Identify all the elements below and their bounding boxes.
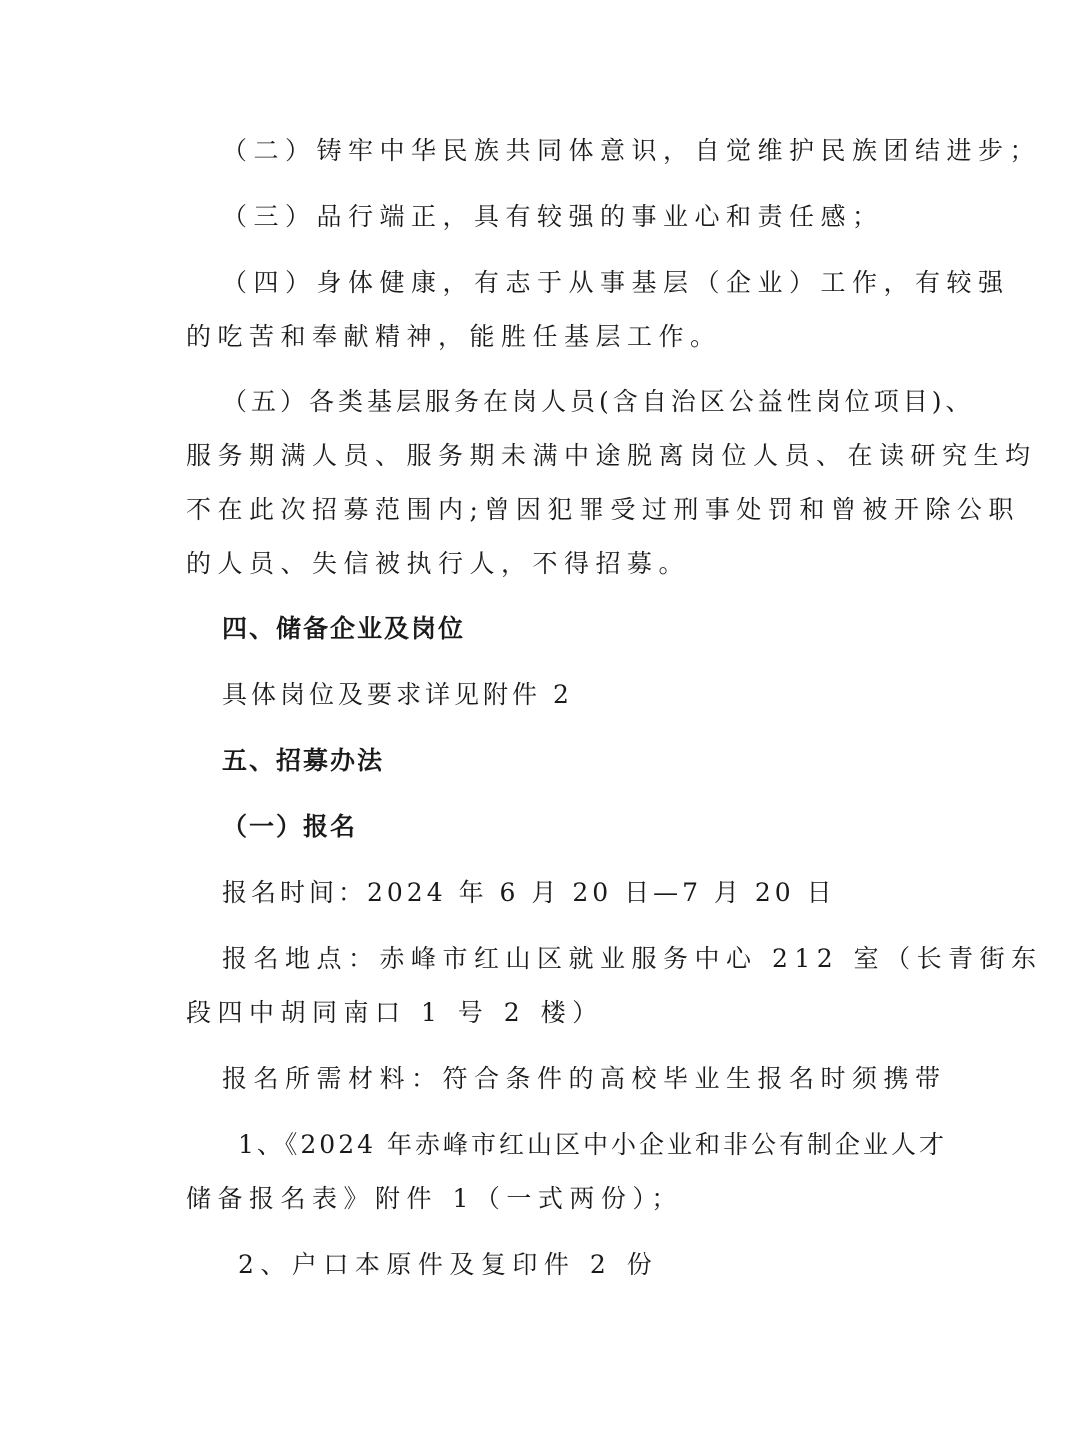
paragraph-item-3: （三）品行端正，具有较强的事业心和责任感；: [222, 202, 884, 231]
paragraph-item-5-line-4: 的人员、失信被执行人，不得招募。: [186, 549, 691, 578]
paragraph-item-5-line-2: 服务期满人员、服务期未满中途脱离岗位人员、在读研究生均: [186, 441, 1037, 470]
section-5-heading: 五、招募办法: [222, 746, 385, 775]
registration-place-line-1: 报名地点：赤峰市红山区就业服务中心 212 室（长青街东: [222, 944, 1043, 973]
registration-materials: 报名所需材料：符合条件的高校毕业生报名时须携带: [222, 1064, 947, 1093]
material-2: 2、户口本原件及复印件 2 份: [238, 1250, 659, 1279]
registration-place-line-2: 段四中胡同南口 1 号 2 楼）: [186, 998, 604, 1027]
paragraph-item-4-line-1: （四）身体健康，有志于从事基层（企业）工作，有较强: [222, 268, 1010, 297]
section-4-heading: 四、储备企业及岗位: [222, 614, 466, 643]
paragraph-item-5-line-3: 不在此次招募范围内;曾因犯罪受过刑事处罚和曾被开除公职: [186, 495, 1020, 524]
subsection-registration-heading: （一）报名: [222, 812, 358, 841]
paragraph-item-4-line-2: 的吃苦和奉献精神，能胜任基层工作。: [186, 322, 722, 351]
registration-time: 报名时间：2024 年 6 月 20 日—7 月 20 日: [222, 878, 836, 907]
paragraph-item-2: （二）铸牢中华民族共同体意识，自觉维护民族团结进步；: [222, 136, 1042, 165]
section-4-body: 具体岗位及要求详见附件 2: [222, 680, 573, 709]
material-1-line-2: 储备报名表》附件 1（一式两份）；: [186, 1184, 683, 1213]
paragraph-item-5-line-1: （五）各类基层服务在岗人员(含自治区公益性岗位项目)、: [222, 387, 975, 416]
material-1-line-1: 1、《2024 年赤峰市红山区中小企业和非公有制企业人才: [238, 1130, 947, 1159]
